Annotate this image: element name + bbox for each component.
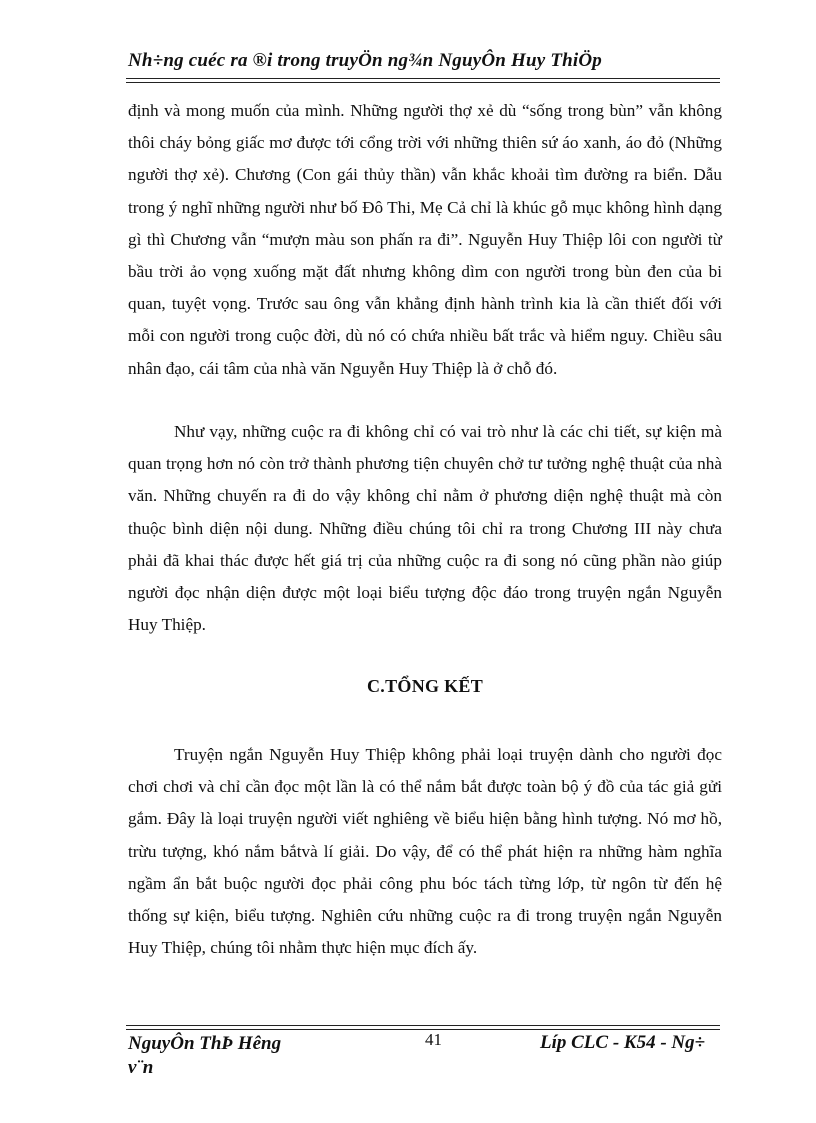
footer-class-info: Líp CLC - K54 - Ng÷: [540, 1032, 706, 1053]
body-paragraph-3: Truyện ngắn Nguyễn Huy Thiệp không phải loại truyện dành cho người đọc chơi chơi và chỉ cần đọc một lần là có thể nắm bắt được toàn bộ ý đồ của tác giả gửi gắm. Đây là loại truyện người viết nghiêng về biểu hiện bằng hình tượng. Nó mơ hồ, trừu tượng, khó nắm bắtvà lí giải. Do vậy, để có thể phát hiện ra những hàm nghĩa ngầm ẩn bắt buộc người đọc phải công phu bóc tách từng lớp, từ ngôn từ đến hệ thống sự kiện, biểu tượng. Nghiên cứu những cuộc ra đi trong truyện ngắn Nguyễn Huy Thiệp, chúng tôi nhằm thực hiện mục đích ấy.: [128, 745, 722, 958]
header-rule-thick: [126, 78, 720, 79]
footer-author: NguyÔn ThÞ Hêng v¨n: [128, 1033, 282, 1078]
body-paragraph-1: định và mong muốn của mình. Những người thợ xẻ dù “sống trong bùn” vẫn không thôi cháy bỏng giấc mơ được tới cổng trời với những thiên sứ áo xanh, áo đỏ (Những người thợ xẻ). Chương (Con gái thủy thần) vẫn khắc khoải tìm đường ra biển. Dẫu trong ý nghĩ những người như bố Đô Thi, Mẹ Cả chỉ là khúc gỗ mục không hình dạng gì thì Chương vẫn “mượn màu son phấn ra đi”. Nguyễn Huy Thiệp lôi con người từ bầu trời ảo vọng xuống mặt đất nhưng không dìm con người trong bùn đen của bi quan, tuyệt vọng. Trước sau ông vẫn khẳng định hành trình kia là cần thiết đối với mỗi con người trong cuộc đời, dù nó có chứa nhiều bất trắc và hiểm nguy. Chiều sâu nhân đạo, cái tâm của nhà văn Nguyễn Huy Thiệp là ở chỗ đó.: [128, 101, 722, 378]
section-heading: C.TỔNG KẾT: [366, 676, 484, 696]
footer-rule-thin: [126, 1025, 720, 1026]
footer-rule-thick: [126, 1029, 720, 1030]
body-paragraph-2: Như vạy, những cuộc ra đi không chỉ có vai trò như là các chi tiết, sự kiện mà quan trọng hơn nó còn trở thành phương tiện chuyên chở tư tưởng nghệ thuật của nhà văn. Những chuyến ra đi do vậy không chỉ nằm ở phương diện nghệ thuật mà còn thuộc bình diện nội dung. Những điều chúng tôi chỉ ra trong Chương III này chưa phải đã khai thác được hết giá trị của những cuộc ra đi song nó cũng phần nào giúp người đọc nhận diện được một loại biểu tượng độc đáo trong truyện ngắn Nguyễn Huy Thiệp.: [128, 422, 722, 635]
page-number: 41: [425, 1030, 442, 1049]
running-header: Nh÷ng cuéc ra ®i trong truyÖn ng¾n NguyÔn Huy ThiÖp: [128, 50, 603, 71]
header-rule-thin: [126, 82, 720, 83]
